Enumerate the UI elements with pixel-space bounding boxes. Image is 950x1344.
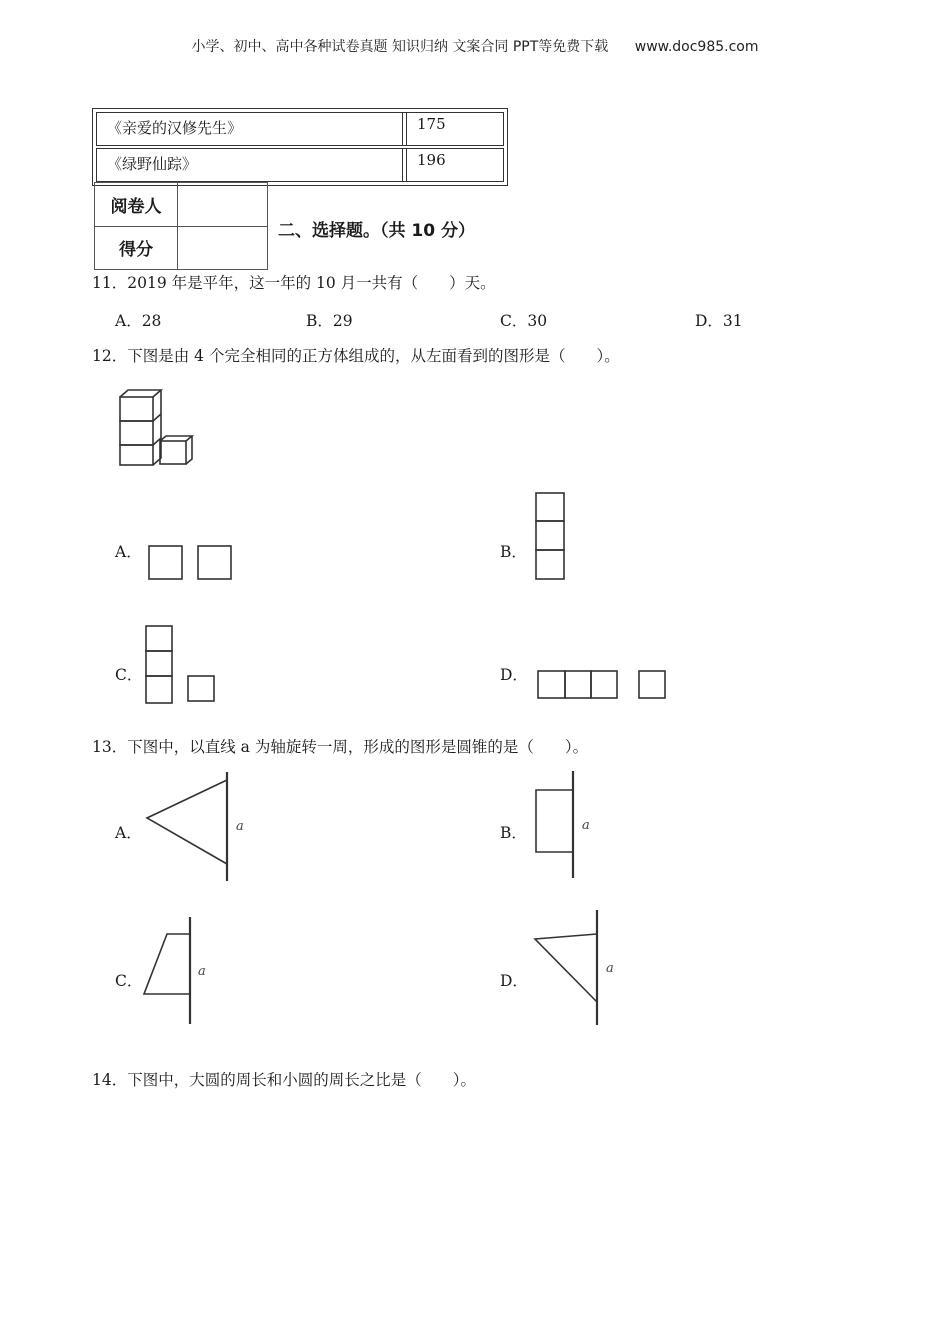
- option-b[interactable]: B．29: [306, 312, 353, 330]
- option-c-figure[interactable]: [138, 914, 228, 1029]
- option-d[interactable]: D．: [500, 972, 528, 990]
- option-d[interactable]: D．31: [695, 312, 743, 330]
- option-b-figure[interactable]: [530, 768, 610, 883]
- book-value: 175: [406, 113, 502, 145]
- option-d-figure[interactable]: [533, 664, 673, 704]
- book-title: 《绿野仙踪》: [97, 149, 403, 181]
- header-site-link[interactable]: www.doc985.com: [634, 39, 759, 55]
- question-11: [92, 271, 496, 293]
- question-number: 12．: [92, 347, 128, 365]
- divider: [95, 226, 267, 227]
- option-b-figure[interactable]: [530, 488, 575, 586]
- book-title: 《亲爱的汉修先生》: [97, 113, 403, 145]
- table-row: [96, 148, 504, 182]
- question-number: 14．: [92, 1071, 128, 1089]
- option-a[interactable]: A．: [115, 824, 142, 842]
- question-12: [92, 344, 620, 366]
- grader-box: [94, 182, 268, 270]
- axis-label: a: [236, 819, 244, 834]
- question-text: 下图中，大圆的周长和小圆的周长之比是（ ）。: [127, 1071, 476, 1089]
- table-row: [96, 112, 504, 146]
- header-text: 小学、初中、高中各种试卷真题 知识归纳 文案合同 PPT等免费下载: [191, 39, 609, 55]
- score-label: 得分: [119, 240, 153, 260]
- question-number: 11．: [92, 274, 128, 292]
- question-text: 2019 年是平年，这一年的 10 月一共有（ ）天。: [127, 274, 496, 292]
- option-a[interactable]: A．: [115, 543, 142, 561]
- axis-label: a: [606, 961, 614, 976]
- section-title: 二、选择题。（共 10 分）: [278, 221, 475, 241]
- option-a[interactable]: A．28: [115, 312, 162, 330]
- option-b[interactable]: B．: [500, 543, 527, 561]
- option-a-figure[interactable]: [140, 768, 260, 886]
- option-d-figure[interactable]: [530, 907, 630, 1029]
- page-header: [0, 36, 950, 56]
- option-d[interactable]: D．: [500, 666, 528, 684]
- cube-stack-figure: [112, 385, 202, 470]
- question-text: 下图是由 4 个完全相同的正方体组成的，从左面看到的图形是（ ）。: [127, 347, 620, 365]
- reviewer-label: 阅卷人: [110, 197, 162, 217]
- question-14: [92, 1068, 476, 1090]
- question-number: 13．: [92, 738, 128, 756]
- book-table: [92, 108, 508, 186]
- option-a-figure[interactable]: [140, 540, 240, 585]
- book-value: 196: [406, 149, 502, 181]
- option-b[interactable]: B．: [500, 824, 527, 842]
- question-13: [92, 735, 588, 757]
- axis-label: a: [582, 818, 590, 833]
- axis-label: a: [198, 964, 206, 979]
- option-c-figure[interactable]: [140, 620, 225, 710]
- question-text: 下图中，以直线 a 为轴旋转一周，形成的图形是圆锥的是（ ）。: [127, 738, 589, 756]
- option-c[interactable]: C．30: [500, 312, 548, 330]
- option-c[interactable]: C．: [115, 972, 143, 990]
- option-c[interactable]: C．: [115, 666, 143, 684]
